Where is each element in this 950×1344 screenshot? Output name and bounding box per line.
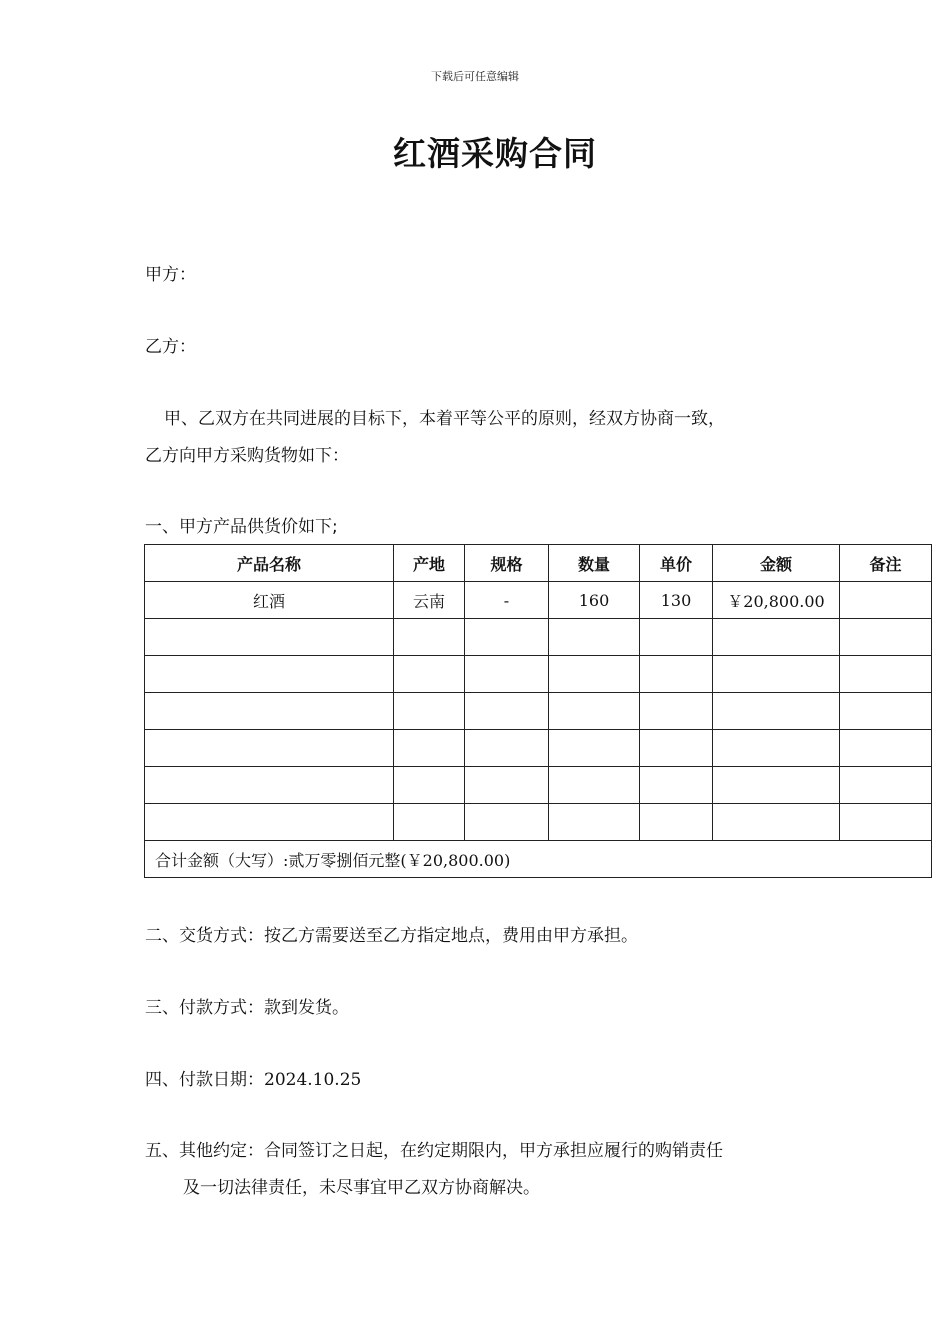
section-5-other-terms-line-1: 五、其他约定：合同签订之日起，在约定期限内，甲方承担应履行的购销责任	[145, 1141, 723, 1161]
table-row	[145, 693, 932, 730]
table-cell	[840, 656, 932, 693]
table-cell	[640, 619, 713, 656]
column-header: 产地	[394, 545, 465, 582]
table-cell	[640, 804, 713, 841]
section-1-heading: 一、甲方产品供货价如下;	[145, 517, 338, 537]
table-row	[145, 804, 932, 841]
table-cell	[465, 767, 549, 804]
table-cell	[549, 619, 640, 656]
party-b-label: 乙方：	[145, 337, 196, 357]
column-header: 规格	[465, 545, 549, 582]
table-cell: ￥20,800.00	[713, 582, 840, 619]
table-cell	[713, 804, 840, 841]
table-cell	[549, 730, 640, 767]
table-cell	[840, 804, 932, 841]
document-title: 红酒采购合同	[393, 134, 597, 173]
intro-line-1: 甲、乙双方在共同进展的目标下，本着平等公平的原则，经双方协商一致，	[164, 409, 725, 429]
table-cell	[713, 619, 840, 656]
header-note: 下载后可任意编辑	[431, 70, 519, 83]
table-cell	[713, 656, 840, 693]
table-cell	[145, 804, 394, 841]
table-cell	[549, 767, 640, 804]
column-header: 产品名称	[145, 545, 394, 582]
table-cell	[549, 804, 640, 841]
table-cell	[465, 693, 549, 730]
table-cell	[840, 693, 932, 730]
table-cell: 160	[549, 582, 640, 619]
table-cell	[465, 656, 549, 693]
table-cell	[145, 693, 394, 730]
section-3-payment-method: 三、付款方式：款到发货。	[145, 998, 349, 1018]
table-cell	[394, 619, 465, 656]
table-row	[145, 730, 932, 767]
intro-line-2: 乙方向甲方采购货物如下：	[145, 446, 349, 466]
table-cell	[394, 804, 465, 841]
column-header: 数量	[549, 545, 640, 582]
table-cell	[394, 767, 465, 804]
table-header-row	[145, 545, 932, 582]
table-row	[145, 619, 932, 656]
table-cell: 红酒	[145, 582, 394, 619]
table-cell	[549, 656, 640, 693]
table-cell	[640, 656, 713, 693]
table-cell: 云南	[394, 582, 465, 619]
table-cell	[713, 730, 840, 767]
table-cell	[840, 730, 932, 767]
table-cell	[465, 619, 549, 656]
table-cell	[465, 804, 549, 841]
table-cell	[394, 656, 465, 693]
table-cell	[840, 582, 932, 619]
table-total-row	[145, 841, 932, 878]
table-cell	[145, 619, 394, 656]
table-cell	[640, 693, 713, 730]
table-cell	[145, 656, 394, 693]
total-amount-cell: 合计金额（大写）:贰万零捌佰元整(￥20,800.00)	[145, 841, 932, 878]
table-cell	[640, 767, 713, 804]
table-row	[145, 767, 932, 804]
column-header: 金额	[713, 545, 840, 582]
party-a-label: 甲方：	[145, 265, 196, 285]
section-4-payment-date: 四、付款日期：2024.10.25	[145, 1070, 362, 1090]
table-cell	[713, 693, 840, 730]
table-cell	[640, 730, 713, 767]
table-cell	[145, 730, 394, 767]
section-5-other-terms-line-2: 及一切法律责任，未尽事宜甲乙双方协商解决。	[183, 1178, 540, 1198]
table-cell	[145, 767, 394, 804]
table-cell	[713, 767, 840, 804]
column-header: 备注	[840, 545, 932, 582]
column-header: 单价	[640, 545, 713, 582]
section-2-delivery: 二、交货方式：按乙方需要送至乙方指定地点，费用由甲方承担。	[145, 926, 638, 946]
table-row	[145, 656, 932, 693]
product-price-table	[144, 544, 932, 878]
table-cell	[394, 730, 465, 767]
table-cell: -	[465, 582, 549, 619]
table-cell	[840, 767, 932, 804]
table-cell	[840, 619, 932, 656]
table-row	[145, 582, 932, 619]
table-cell	[465, 730, 549, 767]
table-cell	[394, 693, 465, 730]
table-cell	[549, 693, 640, 730]
table-cell: 130	[640, 582, 713, 619]
